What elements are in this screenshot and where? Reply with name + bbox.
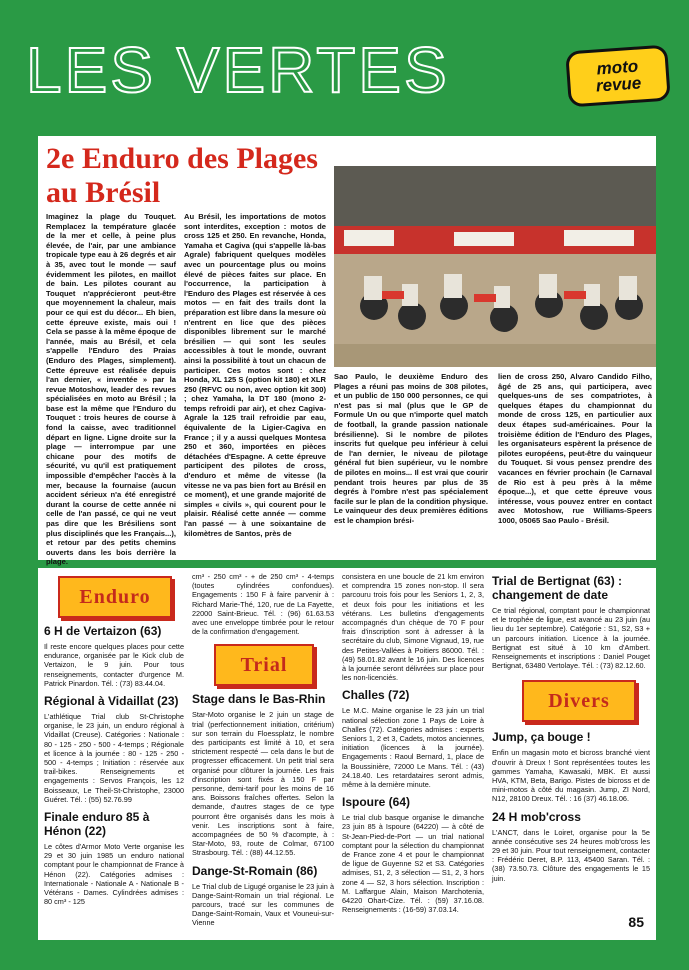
brief-henon (44, 810, 184, 906)
race-photo-image (334, 166, 656, 367)
enduro-label: Enduro (79, 585, 151, 608)
logo-line1: moto (596, 56, 639, 79)
divers-label: Divers (548, 689, 610, 712)
divers-ribbon (522, 680, 636, 722)
brief-text: Le trial club basque organise le dimanche 23 juin 85 à Ispoure (64220) — à côté de St-Jean-Pied-de-Port — un trial national comptant pour la sélection du championnat de France zone 4 et pour le championnat de ligue de Guyenne S2 et S3. Catégories admises, S1, 2, 3 sélection — S1, 2, 3 hors zone 4 — S2, 3 hors sélection. Inscription : M. Laffargue Alain, Maison Marchotenia, 64220 Ohart-Cize. Tél. : (59) 37.16.08. Renseignements : (16-59) 37.03.14. (342, 813, 484, 915)
photo-caption-right (498, 372, 652, 556)
page-number: 85 (628, 914, 644, 930)
briefs-column-3 (342, 568, 484, 940)
caption-text-right: lien de cross 250, Alvaro Candido Filho, âgé de 25 ans, qui participera, avec quelques-uns de ses compatriotes, à quelques étapes du championnat du monde de cross 125, en particulier aux deux étapes sud-américaines. Pour la troisième édition de l'Enduro des Plages, les organisateurs espèrent la présence de pilotes européens, peut-être du vainqueur du Touquet. Si vous pensez prendre des vacances en février prochain (le Carnaval de Rio est à peu près à la même époque...), et que cette épreuve vous intéresse, vous pouvez entrer en contact avec Motoshow, rue Williams-Speers 1000, 05065 Sao Paulo - Brésil. (498, 372, 652, 525)
caption-text-left: Sao Paulo, le deuxième Enduro des Plages a réuni pas moins de 308 pilotes, et un public de 150 000 personnes, ce qui n'est pas si mal (plus que le GP de Formule Un ou que n'importe quel match de football, la grande passion nationale brésilienne). Si le nombre de pilotes inscrits fut quelque peu inférieur à celui de l'an dernier, le niveau de pilotage général fut bien supérieur, vu le nombre de pilotes en moins... Il est vrai que courir pendant trois heures par plus de 35 degrés à l'ombre n'est pas spécialement facile sur le plan de la condition physique. Le vainqueur des deux premières éditions est le champion brési- (334, 372, 488, 525)
photo-caption-left (334, 372, 488, 556)
brief-text: Le M.C. Maine organise le 23 juin un trial national sélection zone 1 Pays de Loire à Challes (72). Catégories admises : experts Seniors 1, 2 et 3, Cadets, motos anciennes, initiation (licences à la journée). Engagements : Raoul Bernard, 1, place de la Boussinière, 72000 Le Mans. Tél. : (43) 24.18.40. Les retardataires seront admis, même à la dernière minute. (342, 706, 484, 790)
brief-vertaizon (44, 624, 184, 688)
brief-heading: 6 H de Vertaizon (63) (44, 624, 162, 638)
brief-text: Enfin un magasin moto et bicross branché vient d'ouvrir à Dreux ! Sont représentées toutes les gammes Yamaha, Kawasaki, MBK. Et aussi HVA, KTM, Beta, Barigo. Pistes de bicross et de mini-motos à côté du magasin. Jump, ZI Nord, N12, 28100 Dreux. Tél. : 16 (37) 46.18.06. (492, 748, 650, 804)
brief-heading: Trial de Bertignat (63) : changement de date (492, 574, 623, 602)
race-photo (334, 166, 656, 367)
moto-revue-logo (565, 45, 671, 108)
brief-ispoure (342, 795, 484, 914)
brief-continued: consistera en une boucle de 21 km environ et comprendra 15 zones non-stop. Il sera parcouru trois fois pour les Seniors 1, 2, 3, et deux fois pour les initiations et les vétérans. Les bulletins d'engagements accompagnés d'un chèque de 70 F pour frais d'inscription sont à adresser à la secrétaire du club, Simone Vignaud, 19, rue des Petites-Vallées à Poitiers 86000. Tél. : (49) 58.01.82 avant le 16 juin. Des licences à la journée seront délivrées sur place pour les non-licenciés. (342, 572, 484, 683)
article-column-2 (184, 212, 326, 552)
brief-vidaillat (44, 694, 184, 804)
brief-text: Ce trial régional, comptant pour le championnat et le trophée de ligue, est avancé au 23 juin (au lieu du 1er septembre). Catégorie : S1, S2, S3 + un parcours initiation. Licence à la journée. Bertignat est situé à 10 km d'Ambert. Renseignements et inscriptions : Daniel Pouget Bertignat, 63480 Vertolaye. Tél. : (73) 82.12.60. (492, 606, 650, 671)
brief-text: Il reste encore quelques places pour cette endurance, organisée par le Kick club de Vertaizon, le 9 juin. Pour tous renseignements, contacter d'urgence M. Patrick Pinardon. Tél. : (73) 83.44.04. (44, 642, 184, 688)
brief-heading: Dange-St-Romain (86) (192, 863, 318, 878)
brief-continued: cm³ - 250 cm³ - + de 250 cm³ - 4-temps (toutes cylindrées confondues). Engagements : 150 F à faire parvenir à : Richard Marie-Thé, 120, rue de La Fayette, 22000 Saint-Brieuc. Tél. : (96) 61.63.53 avec une enveloppe timbrée pour le retour de la confirmation d'engagement. (192, 572, 334, 637)
news-briefs (38, 568, 656, 940)
brief-heading: Stage dans le Bas-Rhin (192, 692, 326, 707)
brief-text: L'ANCT, dans le Loiret, organise pour la 5e année consécutive ses 24 heures mob'cross les 29 et 30 juin. Pour tout renseignement, contacter : Frédéric Deret, B.P. 113, 45400 Saran. Tél. : (38) 73.50.73. Clôture des engagements le 15 juin. (492, 827, 650, 883)
brief-heading: Régional à Vidaillat (23) (44, 694, 179, 709)
brief-mobcross (492, 810, 650, 883)
brief-heading: Ispoure (64) (342, 795, 411, 810)
enduro-ribbon (58, 576, 172, 618)
brief-text: Le Trial club de Ligugé organise le 23 juin à Dange-Saint-Romain un trial régional. Le parcours, tracé sur les communes de Dange-Saint-Romain, Vaux et Vouneui-sur-Vienne (192, 881, 334, 928)
brief-text: Star-Moto organise le 2 juin un stage de trial (perfectionnement initiation, critérium) sur son terrain du Floessplatz, le nombre des participants est limité à 10, et sera strictement respecté — cela dans le but de progresser efficacement. Un petit trial sera organisé pour clôturer la journée. Les frais d'inscription sont fixés à 150 F par personne, demi-tarif pour les moins de 16 ans. Boissons fraîches offertes. Selon la demande, d'autres stages de ce type pourront être organisés dans les mois à venir. Les inscriptions sont à faire, accompagnées de 50 % d'acompte, à : Star-Moto, 93, route de Colmar, 67100 Strasbourg. Tél. : (88) 44.12.55. (192, 710, 334, 858)
brief-challes (342, 688, 484, 789)
brief-text: L'athlétique Trial club St-Christophe organise, le 23 juin, un enduro régional à Vidaillat (Creuse). Catégories : Nationale : 80 - 125 - 250 - 500 - 4-temps ; Régionale et licence à la journée : 80 - 125 - 250 - 500 - 4-temps ; Initiation : réservée aux trail-bikes. Renseignements et engagements : Servos François, les 12 Boisseaux, Le Theil-St-Christophe, 23000 Guéret. Tél. : (55) 52.76.99 (44, 712, 184, 804)
brief-jump (492, 730, 650, 803)
article-text-2: Au Brésil, les importations de motos sont interdites, exception : motos de cross 125 et 250. En revanche, Honda, Yamaha et Cagiva (qui s'appelle là-bas Agrale) fabriquent quelques modèles avec un pourcentage plus ou moins élevé de pièces faites sur place. En l'occurrence, la participation à l'Enduro des Plages est réservée à ces motos — en fait des trails dont la préparation est libre dans la mesure où n'entrent en lice que des pièces disponibles librement sur le marché brésilien — qui sont les seules accessibles à tout le monde, ouvrant ainsi la possibilité à tout un chacun de participer. Ces motos sont : chez Honda, XL 125 S (option kit 180) et XLR 250 (RFVC ou non, avec option kit 300) ; chez Yamaha, la DT 180 (mono 2-temps refroidi par air), et chez Cagiva-Agrale la 125 trail refroidie par eau, équivalente de la Ligier-Cagiva en France ; il y a aussi quelques Montesa 250 et 360, importées en pièces détachées d'Espagne. A cette épreuve participent des pilotes de cross, d'enduro et même de vitesse (la vitesse ne va pas bien fort au Brésil en ce moment), et une grande majorité de simples « civils », qui courent pour le plaisir. Réalisé cette année — comme l'an passé — à une soixantaine de kilomètres de Santos, près de (184, 212, 326, 538)
article-text-1: Imaginez la plage du Touquet. Remplacez la température glacée de la mer et celle, à peine plus élevée, de l'air, par une ambiance tropicale type eau à 26 degrés et air à 35, avec tout le monde — sauf évidemment les pilotes, en maillot de bain. Les pilotes courant au Touquet n'apprécieront peut-être que moyennement la chaleur, mais pour ce qui est du décor... Eh bien, cette épreuve existe, mais oui ! Cela se passe à la même époque de l'année, mais au Brésil, et cela s'appelle l'Enduro des Praias (Enduro des Plages, simplement). Cette épreuve est réalisée depuis l'an dernier, « inventée » par la revue Motoshow, leader des revues spécialisées en moto au Brésil ; la base est la même que l'Enduro du Touquet : trois heures de course à fond la caisse, avec traditionnel départ en ligne. Ligne droite sur la plage — interrompue par une chicane pour des motifs de sécurité, vu qu'il est pratiquement impossible d'empêcher l'accès à la mer, because la fournaise (aucun accident sérieux n'a été enregistré durant la course de cette année ni celle de l'an passé, ce qui ne veut pas dire que les Brésiliens sont plus disciplinés que les Français...), et retour par des petits chemins ouverts dans les bois derrière la plage. (46, 212, 176, 567)
page-banner (0, 0, 689, 118)
brief-dange (192, 864, 334, 928)
briefs-column-2 (192, 568, 334, 940)
brief-heading: Jump, ça bouge ! (492, 730, 591, 745)
briefs-column-1 (44, 568, 184, 940)
article-column-1 (46, 212, 176, 567)
brief-heading: Finale enduro 85 à Hénon (22) (44, 810, 150, 839)
section-title: LES VERTES (26, 34, 450, 106)
article-headline: 2e Enduro des Plages au Brésil (46, 142, 318, 209)
brief-bertignat (492, 574, 650, 670)
feature-article (38, 136, 656, 567)
brief-bas-rhin (192, 692, 334, 857)
logo-line2: revue (595, 73, 642, 96)
trial-label: Trial (240, 653, 288, 676)
trial-ribbon (214, 644, 314, 686)
briefs-column-4 (492, 568, 650, 940)
brief-text: Le côtes d'Armor Moto Verte organise les 29 et 30 juin 1985 un enduro national comptant pour le championnat de France à Hénon (22). Catégories admises : Internationale - Nationale A - Nationale B - Vétérans - Dames. Cylindrées admises : 80 cm³ - 125 (44, 842, 184, 907)
brief-heading: 24 H mob'cross (492, 809, 581, 824)
brief-heading: Challes (72) (342, 688, 410, 703)
